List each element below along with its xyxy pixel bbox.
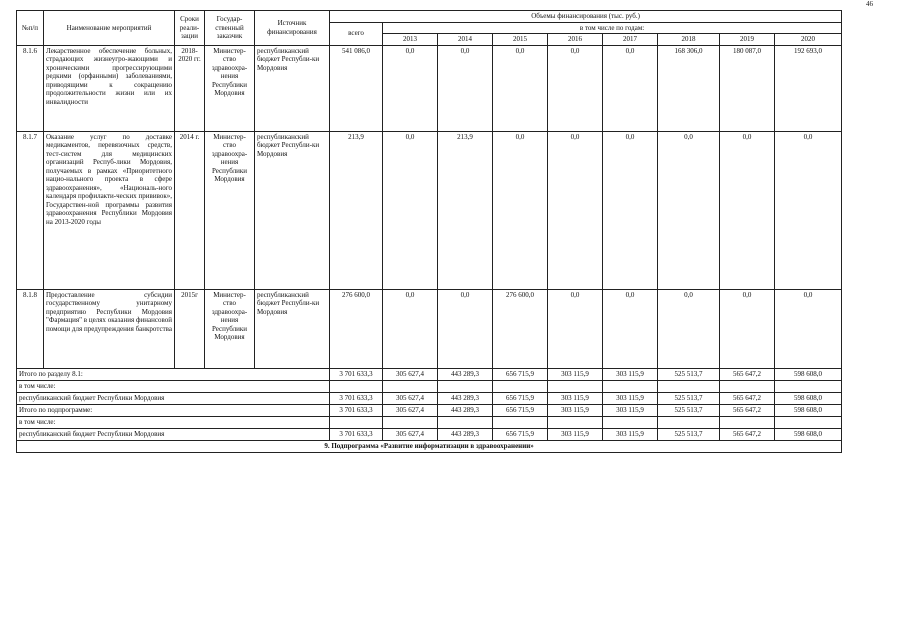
header-term: Сроки реали-зации xyxy=(175,11,205,46)
summary-value: 565 647,2 xyxy=(720,404,775,416)
summary-label: в том числе: xyxy=(17,380,330,392)
summary-value: 303 115,9 xyxy=(603,368,658,380)
row-value: 276 600,0 xyxy=(493,289,548,368)
summary-value: 525 513,7 xyxy=(658,404,720,416)
row-value: 192 693,0 xyxy=(775,45,842,131)
page-number: 46 xyxy=(866,0,873,8)
row-value: 0,0 xyxy=(775,289,842,368)
table-row xyxy=(17,131,842,289)
summary-row xyxy=(17,416,842,428)
summary-value: 598 608,0 xyxy=(775,428,842,440)
summary-value: 565 647,2 xyxy=(720,428,775,440)
summary-value: 443 289,3 xyxy=(438,428,493,440)
header-year: 2015 xyxy=(493,34,548,46)
header-year: 2013 xyxy=(383,34,438,46)
summary-total: 3 701 633,3 xyxy=(330,428,383,440)
row-num: 8.1.7 xyxy=(17,131,44,289)
row-value: 0,0 xyxy=(603,45,658,131)
summary-value: 598 608,0 xyxy=(775,368,842,380)
row-num: 8.1.6 xyxy=(17,45,44,131)
row-value: 0,0 xyxy=(658,131,720,289)
row-value: 0,0 xyxy=(603,131,658,289)
header-year: 2020 xyxy=(775,34,842,46)
table-row xyxy=(17,45,842,131)
row-term: 2014 г. xyxy=(175,131,205,289)
row-value: 180 087,0 xyxy=(720,45,775,131)
summary-value: 656 715,9 xyxy=(493,392,548,404)
row-value: 0,0 xyxy=(383,131,438,289)
header-year: 2016 xyxy=(548,34,603,46)
summary-row xyxy=(17,392,842,404)
row-value: 0,0 xyxy=(438,289,493,368)
row-value: 0,0 xyxy=(548,45,603,131)
row-value: 0,0 xyxy=(493,131,548,289)
header-by-years: в том числе по годам: xyxy=(383,22,842,34)
row-value: 0,0 xyxy=(720,289,775,368)
row-term: 2015г xyxy=(175,289,205,368)
header-total: всего xyxy=(330,22,383,45)
summary-value: 303 115,9 xyxy=(603,392,658,404)
table-row xyxy=(17,289,842,368)
row-value: 0,0 xyxy=(438,45,493,131)
summary-row xyxy=(17,428,842,440)
summary-value: 303 115,9 xyxy=(548,368,603,380)
row-customer: Министер-ство здравоохра-нения Республики Мордовия xyxy=(205,289,255,368)
summary-total: 3 701 633,3 xyxy=(330,368,383,380)
header-name: Наименование мероприятий xyxy=(44,11,175,46)
summary-value: 598 608,0 xyxy=(775,392,842,404)
row-value: 0,0 xyxy=(603,289,658,368)
summary-row xyxy=(17,380,842,392)
row-source: республиканский бюджет Республи-ки Мордовия xyxy=(255,289,330,368)
header-year: 2019 xyxy=(720,34,775,46)
summary-row xyxy=(17,368,842,380)
summary-value: 565 647,2 xyxy=(720,368,775,380)
row-total: 276 600,0 xyxy=(330,289,383,368)
financing-table xyxy=(16,10,842,453)
summary-value: 305 627,4 xyxy=(383,392,438,404)
summary-label: Итого по подпрограмме: xyxy=(17,404,330,416)
summary-label: республиканский бюджет Республики Мордовия xyxy=(17,428,330,440)
row-customer: Министер-ство здравоохра-нения Республики Мордовия xyxy=(205,131,255,289)
summary-value: 656 715,9 xyxy=(493,404,548,416)
summary-value: 525 513,7 xyxy=(658,392,720,404)
summary-label: в том числе: xyxy=(17,416,330,428)
summary-value: 565 647,2 xyxy=(720,392,775,404)
summary-value: 303 115,9 xyxy=(603,404,658,416)
summary-value: 525 513,7 xyxy=(658,368,720,380)
row-value: 0,0 xyxy=(658,289,720,368)
row-value: 0,0 xyxy=(720,131,775,289)
row-num: 8.1.8 xyxy=(17,289,44,368)
header-year: 2014 xyxy=(438,34,493,46)
row-total: 213,9 xyxy=(330,131,383,289)
summary-value: 305 627,4 xyxy=(383,404,438,416)
header-volumes: Объемы финансирования (тыс. руб.) xyxy=(330,11,842,23)
summary-value: 443 289,3 xyxy=(438,368,493,380)
header-year: 2017 xyxy=(603,34,658,46)
row-value: 0,0 xyxy=(383,45,438,131)
summary-value: 656 715,9 xyxy=(493,368,548,380)
summary-value: 303 115,9 xyxy=(603,428,658,440)
header-num: №п/п xyxy=(17,11,44,46)
row-name: Лекарственное обеспечение больных, страдающих жизнеугро-жающими и хроническими прогрессирующими редкими (орфанными) заболеваниями, приводящими к сокращению продолжительности жизни или их инвалидности xyxy=(44,45,175,131)
row-total: 541 086,0 xyxy=(330,45,383,131)
summary-value: 303 115,9 xyxy=(548,428,603,440)
summary-label: Итого по разделу 8.1: xyxy=(17,368,330,380)
summary-value: 656 715,9 xyxy=(493,428,548,440)
row-customer: Министер-ство здравоохра-нения Республики Мордовия xyxy=(205,45,255,131)
header-year: 2018 xyxy=(658,34,720,46)
row-name: Оказание услуг по доставке медикаментов, перевязочных средств, тест-систем для медицинских организаций Респуб-лики Мордовия, получаемых в рамках «Приоритетного нацио-нального проекта в сфере здравоохранения», «Националь-ного календаря профилакти-ческих прививок», Государствен-ной программы развития здравоохранения Республики Мордовия на 2013-2020 годы xyxy=(44,131,175,289)
row-source: республиканский бюджет Республи-ки Мордовия xyxy=(255,45,330,131)
summary-value: 305 627,4 xyxy=(383,428,438,440)
summary-value: 443 289,3 xyxy=(438,392,493,404)
section-title-row xyxy=(17,440,842,452)
row-value: 0,0 xyxy=(775,131,842,289)
row-term: 2018-2020 гг. xyxy=(175,45,205,131)
summary-total: 3 701 633,3 xyxy=(330,404,383,416)
row-value: 168 306,0 xyxy=(658,45,720,131)
summary-value: 305 627,4 xyxy=(383,368,438,380)
summary-value: 598 608,0 xyxy=(775,404,842,416)
row-value: 0,0 xyxy=(493,45,548,131)
summary-value: 525 513,7 xyxy=(658,428,720,440)
row-value: 0,0 xyxy=(548,131,603,289)
summary-value: 303 115,9 xyxy=(548,392,603,404)
header-customer: Государ-ственный заказчик xyxy=(205,11,255,46)
row-value: 0,0 xyxy=(383,289,438,368)
row-value: 213,9 xyxy=(438,131,493,289)
summary-label: республиканский бюджет Республики Мордовия xyxy=(17,392,330,404)
summary-value: 303 115,9 xyxy=(548,404,603,416)
section-title: 9. Подпрограмма «Развитие информатизации в здравоохранении» xyxy=(17,440,842,452)
header-source: Источник финансирования xyxy=(255,11,330,46)
summary-value: 443 289,3 xyxy=(438,404,493,416)
summary-total: 3 701 633,3 xyxy=(330,392,383,404)
row-value: 0,0 xyxy=(548,289,603,368)
summary-row xyxy=(17,404,842,416)
row-name: Предоставление субсидии государственному унитарному предприятию Республики Мордовия "Фармация" в целях оказания финансовой помощи для предупреждения банкротства xyxy=(44,289,175,368)
row-source: республиканский бюджет Республи-ки Мордовия xyxy=(255,131,330,289)
